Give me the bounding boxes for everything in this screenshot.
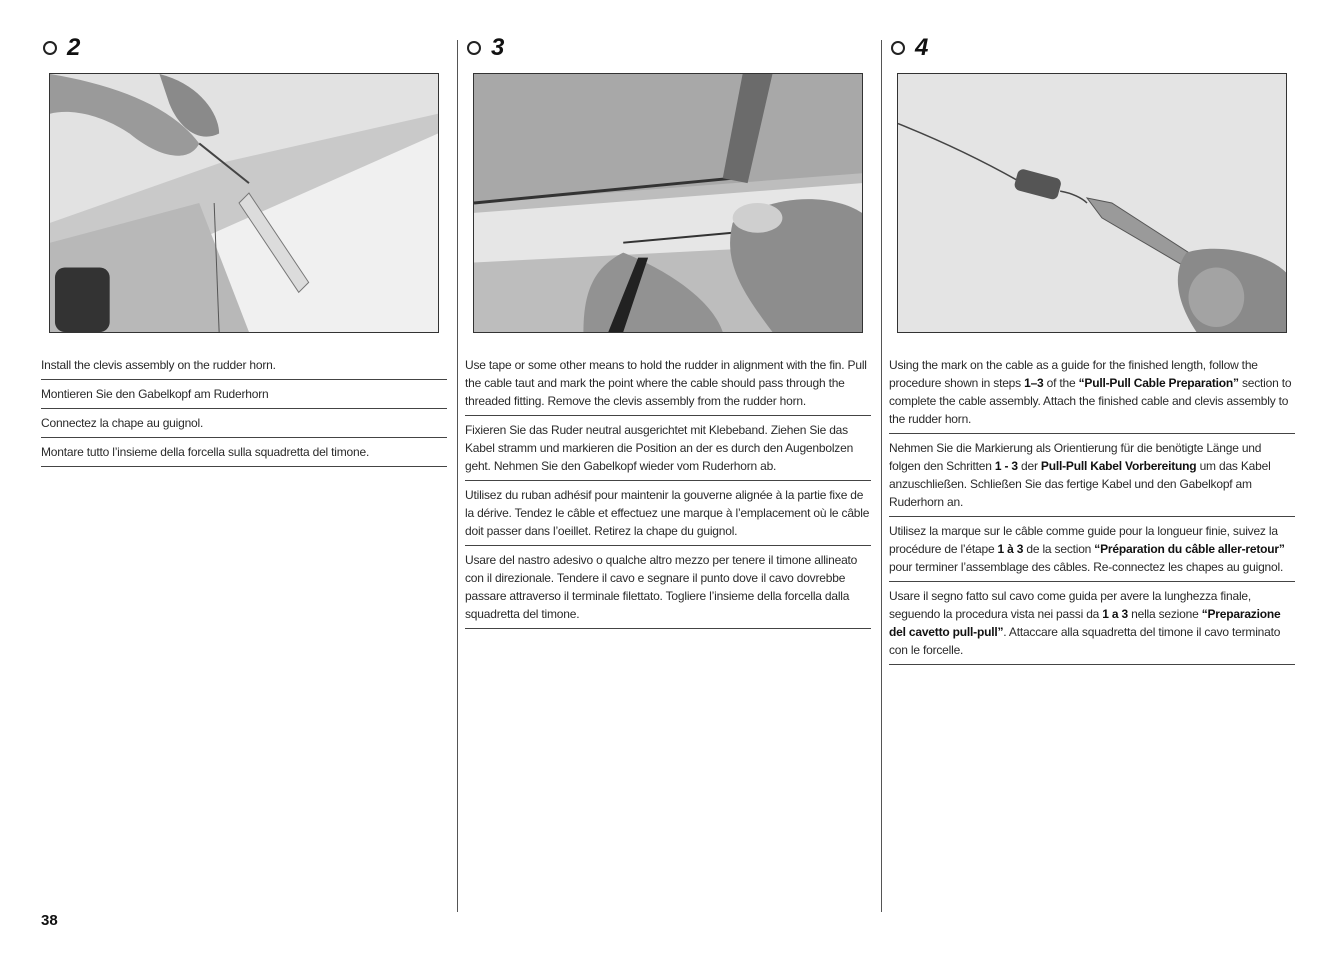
step-4-photo (897, 73, 1287, 333)
paragraph-en: Install the clevis assembly on the rudder horn. (41, 353, 447, 380)
paragraph-de: Montieren Sie den Gabelkopf am Ruderhorn (41, 380, 447, 409)
step-2-column (41, 30, 447, 459)
paragraph-it: Montare tutto l’insieme della forcella sulla squadretta del timone. (41, 438, 447, 467)
checkbox-circle-icon (891, 41, 905, 55)
column-divider (457, 40, 458, 912)
step-3-text (465, 353, 871, 629)
paragraph-fr: Utilisez du ruban adhésif pour maintenir la gouverne alignée à la partie fixe de la dérive. Tendez le câble et effectuez une marque à l’emplacement où le câble doit passer dans l’oeillet. Retirez la chape du guignol. (465, 481, 871, 546)
step-3-header (467, 30, 871, 66)
paragraph-de: Fixieren Sie das Ruder neutral ausgerichtet mit Klebeband. Ziehen Sie das Kabel stramm und markieren die Position an der es durch den Augenbolzen geht. Nehmen Sie den Gabelkopf wieder vom Ruderhorn ab. (465, 416, 871, 481)
step-2-text (41, 353, 447, 467)
step-number: 3 (491, 34, 505, 61)
paragraph-fr: Utilisez la marque sur le câble comme guide pour la longueur finie, suivez la procédure de l’étape 1 à 3 de la section “Préparation du câble aller-retour” pour terminer l’assemblage des câbles. Re-connectez les chapes au guignol. (889, 517, 1295, 582)
paragraph-en: Use tape or some other means to hold the rudder in alignment with the fin. Pull the cable taut and mark the point where the cable should pass through the threaded fitting. Remove the clevis assembly from the rudder horn. (465, 353, 871, 416)
step-2-header (43, 30, 447, 66)
checkbox-circle-icon (467, 41, 481, 55)
column-divider (881, 40, 882, 912)
step-4-header (891, 30, 1295, 66)
paragraph-de: Nehmen Sie die Markierung als Orientierung für die benötigte Länge und folgen den Schritten 1 - 3 der Pull-Pull Kabel Vorbereitung um das Kabel anzuschließen. Schließen Sie das fertige Kabel und den Gabelkopf am Ruderhorn an. (889, 434, 1295, 517)
step-3-photo (473, 73, 863, 333)
paragraph-it: Usare del nastro adesivo o qualche altro mezzo per tenere il timone allineato con il direzionale. Tendere il cavo e segnare il punto dove il cavo dovrebbe passare attraverso il terminale filettato. Togliere l’insieme della forcella dalla squadretta del timone. (465, 546, 871, 629)
paragraph-en: Using the mark on the cable as a guide for the finished length, follow the procedure shown in steps 1–3 of the “Pull-Pull Cable Preparation” section to complete the cable assembly. Attach the finished cable and clevis assembly to the rudder horn. (889, 353, 1295, 434)
paragraph-it: Usare il segno fatto sul cavo come guida per avere la lunghezza finale, seguendo la procedura vista nei passi da 1 a 3 nella sezione “Preparazione del cavetto pull-pull”. Attaccare alla squadretta del timone il cavo terminato con le forcelle. (889, 582, 1295, 665)
step-number: 2 (67, 34, 81, 61)
paragraph-fr: Connectez la chape au guignol. (41, 409, 447, 438)
step-number: 4 (915, 34, 929, 61)
step-2-photo (49, 73, 439, 333)
checkbox-circle-icon (43, 41, 57, 55)
step-3-column (465, 30, 871, 621)
page-number: 38 (41, 912, 58, 929)
step-4-column (889, 30, 1295, 657)
step-4-text (889, 353, 1295, 665)
